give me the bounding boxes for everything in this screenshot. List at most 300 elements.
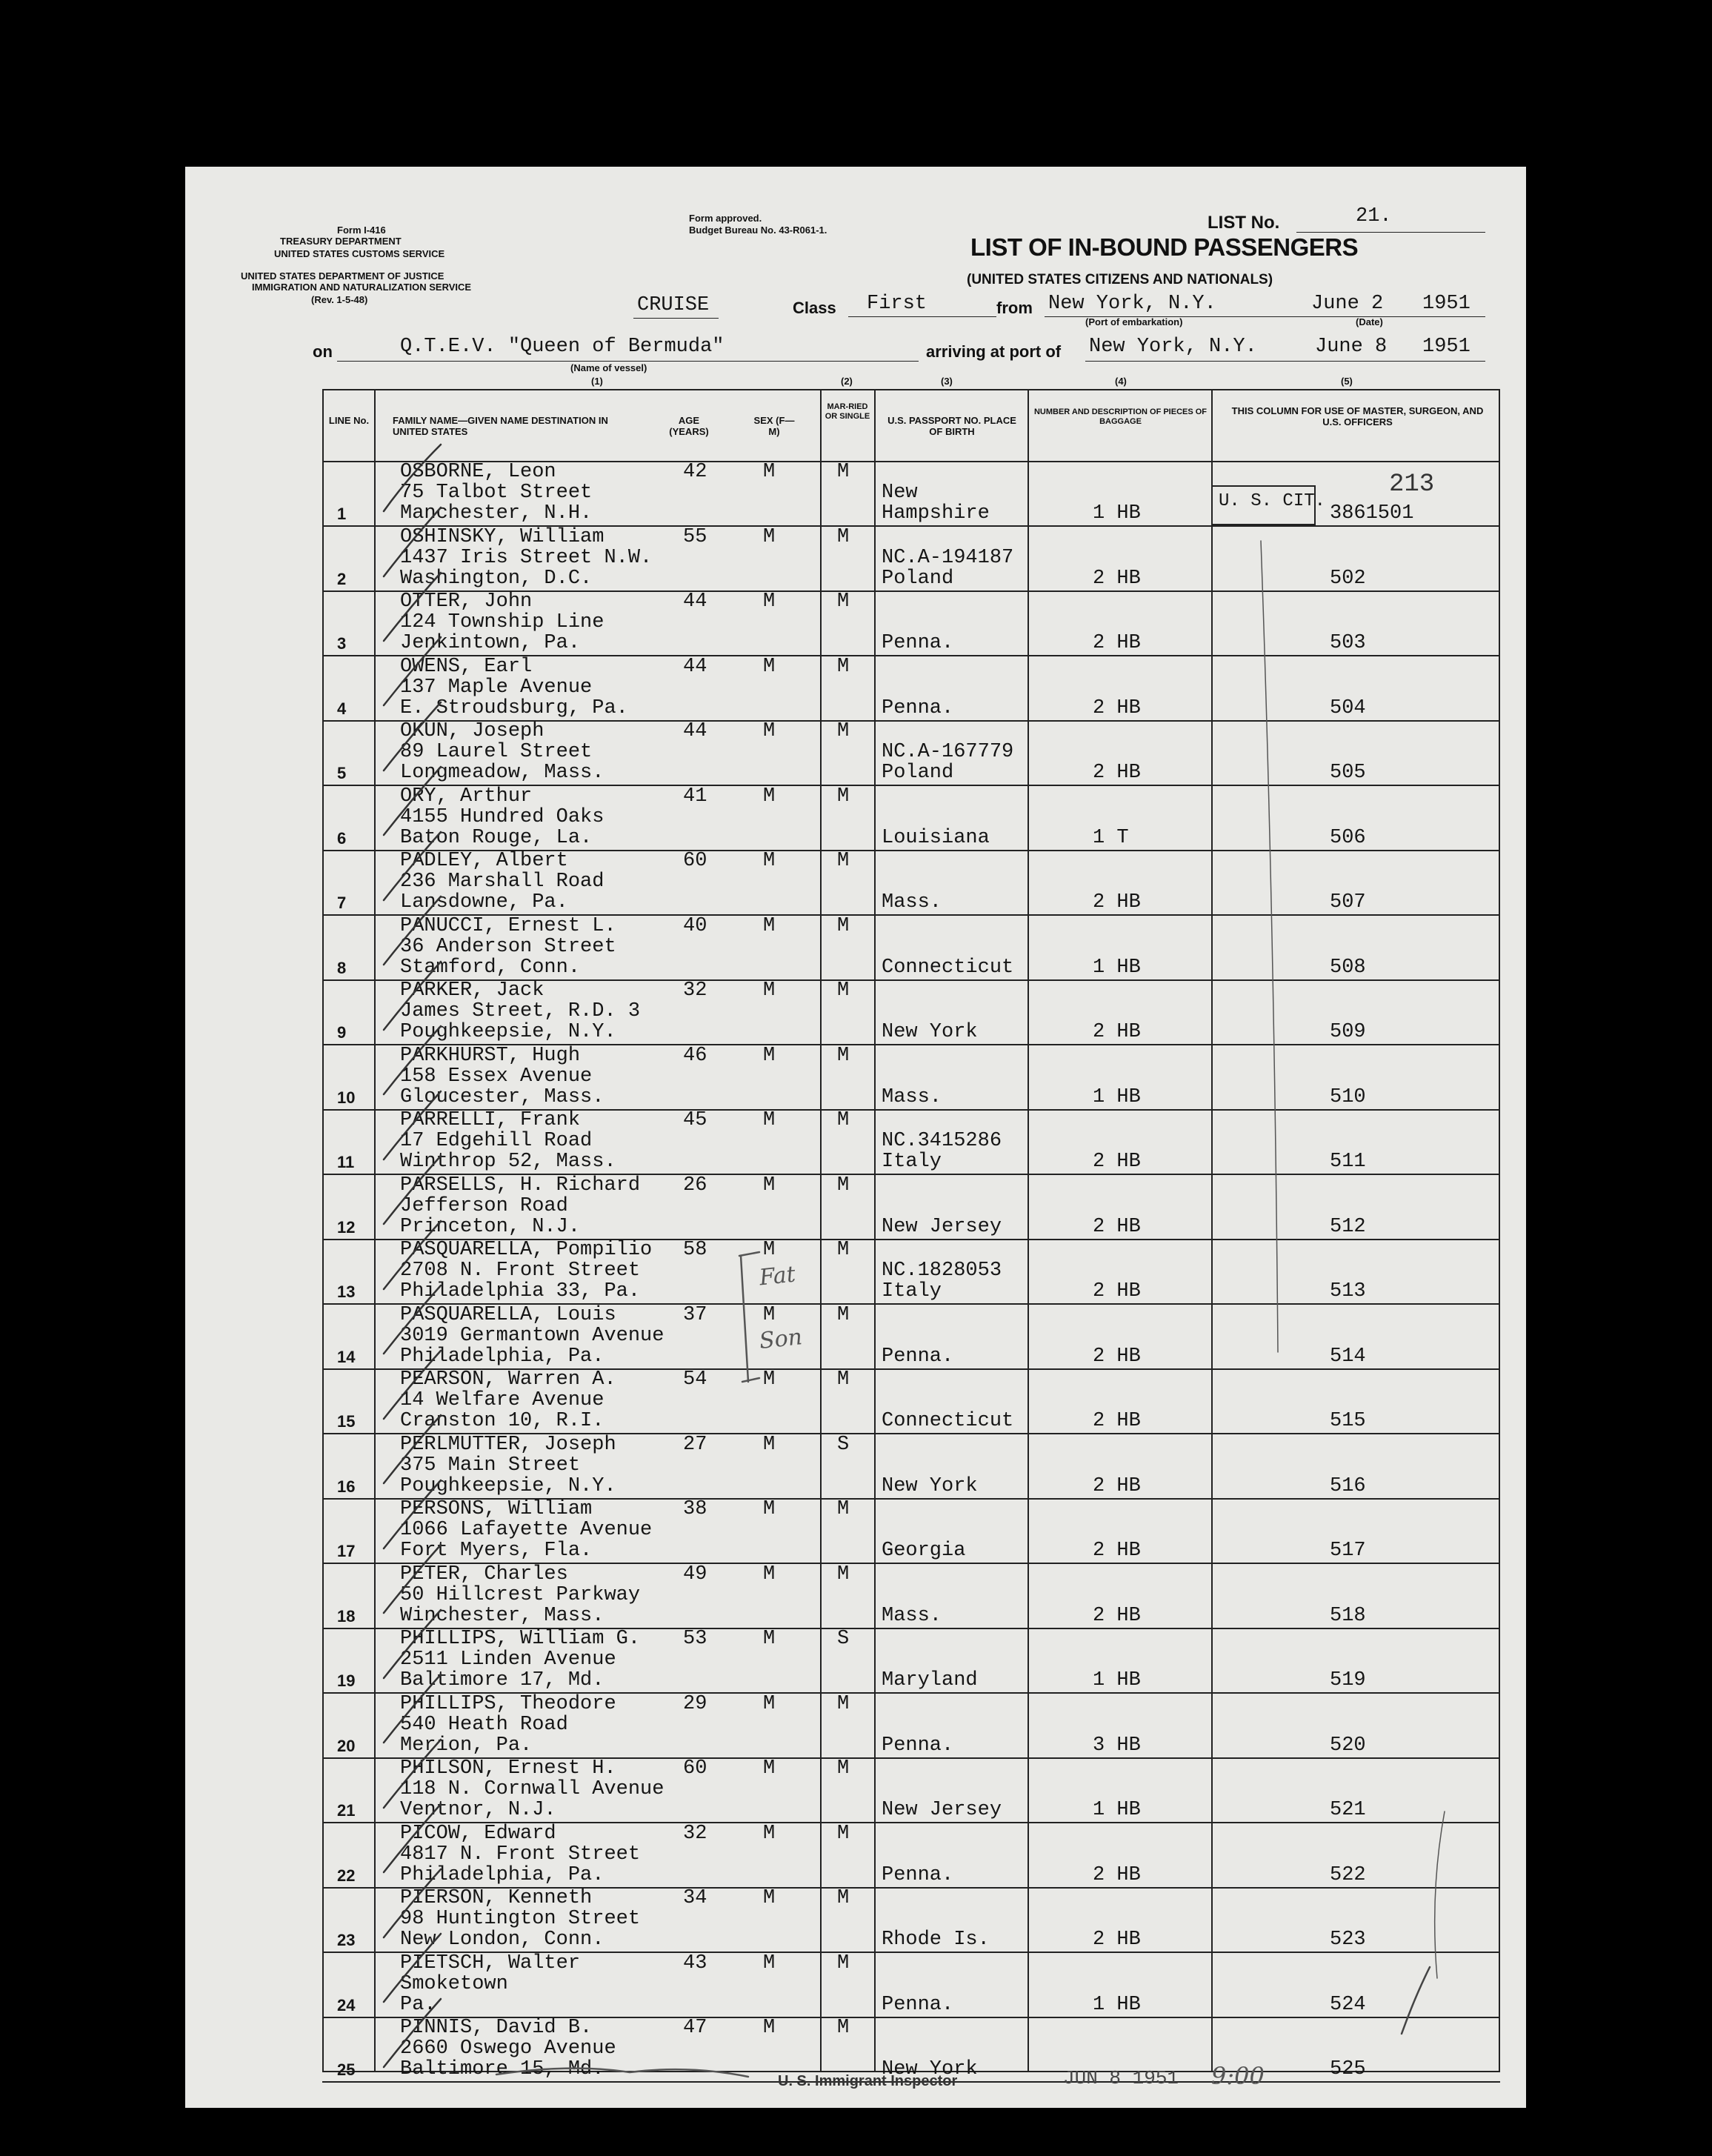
marital-status: M: [837, 914, 850, 937]
age: 41: [683, 785, 707, 808]
age: 37: [683, 1303, 707, 1326]
place-of-birth: Mass.: [882, 891, 942, 914]
place-of-birth: Penna.: [882, 1993, 954, 2016]
street-address: 1066 Lafayette Avenue: [400, 1519, 653, 1541]
passenger-name: PADLEY, Albert: [400, 850, 568, 872]
baggage: 2 HB: [1093, 696, 1141, 719]
baggage: 3 HB: [1093, 1734, 1141, 1757]
table-row: [185, 1434, 1526, 1499]
officer-number: 522: [1330, 1863, 1366, 1886]
officer-number: 519: [1330, 1669, 1366, 1691]
line-number: 17: [337, 1542, 356, 1560]
passenger-name: PHILLIPS, Theodore: [400, 1692, 616, 1715]
passenger-name: PANUCCI, Ernest L.: [400, 914, 616, 937]
place-of-birth: Hampshire: [882, 502, 990, 525]
date-label: (Date): [1356, 316, 1383, 327]
baggage: 2 HB: [1093, 1863, 1141, 1886]
from-year: 1951: [1422, 293, 1470, 315]
passport-number: NC.A-194187: [882, 546, 1014, 569]
officer-number: 516: [1330, 1474, 1366, 1497]
age: 26: [683, 1174, 707, 1197]
street-address: 3019 Germantown Avenue: [400, 1324, 665, 1347]
age: 54: [683, 1368, 707, 1391]
baggage: 2 HB: [1093, 891, 1141, 914]
marital-status: S: [837, 1628, 850, 1650]
baggage: 2 HB: [1093, 1929, 1141, 1951]
baggage: 2 HB: [1093, 1604, 1141, 1627]
class-value: First: [867, 293, 927, 315]
passenger-name: OSHINSKY, William: [400, 525, 604, 548]
age: 60: [683, 850, 707, 872]
marital-status: M: [837, 1303, 850, 1326]
passenger-name: PIETSCH, Walter: [400, 1952, 581, 1974]
place-of-birth: New York: [882, 1474, 978, 1497]
officer-number: 525: [1330, 2058, 1366, 2080]
officer-number: 524: [1330, 1993, 1366, 2016]
marital-status: M: [837, 1498, 850, 1520]
place-of-birth: Penna.: [882, 1345, 954, 1368]
passenger-name: PARKHURST, Hugh: [400, 1044, 581, 1067]
sex: M: [763, 590, 776, 613]
place-of-birth: Connecticut: [882, 956, 1014, 979]
place-of-birth: Poland: [882, 762, 954, 784]
header-sex: SEX (F—M): [753, 415, 795, 437]
header-name: FAMILY NAME—GIVEN NAME DESTINATION IN UNITED STATES: [393, 415, 608, 437]
baggage: 2 HB: [1093, 1021, 1141, 1043]
line-number: 24: [337, 1995, 356, 2014]
line-number: 1: [337, 505, 347, 523]
city-state: Washington, D.C.: [400, 567, 593, 590]
sex: M: [763, 720, 776, 742]
line-number: 15: [337, 1412, 356, 1431]
city-state: Longmeadow, Mass.: [400, 762, 604, 784]
age: 46: [683, 1044, 707, 1067]
city-state: Poughkeepsie, N.Y.: [400, 1474, 616, 1497]
baggage: 1 HB: [1093, 502, 1141, 525]
city-state: Lansdowne, Pa.: [400, 891, 568, 914]
baggage: 2 HB: [1093, 1474, 1141, 1497]
marital-status: M: [837, 785, 850, 808]
marital-status: M: [837, 1044, 850, 1067]
city-state: Jenkintown, Pa.: [400, 632, 581, 654]
place-of-birth: Italy: [882, 1151, 942, 1173]
place-of-birth: Georgia: [882, 1540, 966, 1562]
age: 49: [683, 1563, 707, 1586]
street-address: Smoketown: [400, 1972, 508, 1995]
table-row: [185, 1694, 1526, 1758]
passenger-name: PHILSON, Ernest H.: [400, 1757, 616, 1780]
sex: M: [763, 1563, 776, 1586]
city-state: Philadelphia, Pa.: [400, 1345, 604, 1368]
line-number: 14: [337, 1347, 356, 1366]
line-number: 11: [337, 1153, 355, 1171]
city-state: Manchester, N.H.: [400, 502, 593, 525]
from-date: June 2: [1311, 293, 1384, 315]
table-row: [185, 2017, 1526, 2082]
place-of-birth: Mass.: [882, 1085, 942, 1108]
passenger-name: ORY, Arthur: [400, 785, 533, 808]
age: 60: [683, 1757, 707, 1780]
handwritten-note-fat: Fat: [758, 1261, 797, 1291]
age: 58: [683, 1239, 707, 1261]
officer-number: 507: [1330, 891, 1366, 914]
officer-number: 511: [1330, 1151, 1366, 1173]
street-address: 1437 Iris Street N.W.: [400, 546, 653, 569]
sex: M: [763, 979, 776, 1002]
passenger-name: PINNIS, David B.: [400, 2017, 593, 2039]
table-row: [185, 527, 1526, 591]
passenger-name: PERLMUTTER, Joseph: [400, 1433, 616, 1456]
table-row: [185, 1240, 1526, 1304]
header-passport: U.S. PASSPORT NO. PLACE OF BIRTH: [887, 415, 1016, 437]
vessel-name: Q.T.E.V. "Queen of Bermuda": [400, 336, 725, 358]
place-of-birth: Connecticut: [882, 1410, 1014, 1432]
passenger-name: PASQUARELLA, Pompilio: [400, 1239, 653, 1261]
passenger-name: PARKER, Jack: [400, 979, 544, 1002]
place-of-birth: Maryland: [882, 1669, 978, 1691]
sex: M: [763, 1498, 776, 1520]
sex: M: [763, 525, 776, 548]
street-address: 4817 N. Front Street: [400, 1843, 641, 1866]
baggage: 2 HB: [1093, 1540, 1141, 1562]
line-number: 3: [337, 634, 347, 653]
age: 34: [683, 1887, 707, 1909]
header-age: AGE (YEARS): [669, 415, 709, 437]
marital-status: M: [837, 1368, 850, 1391]
city-state: Baton Rouge, La.: [400, 826, 593, 849]
street-address: Jefferson Road: [400, 1194, 568, 1217]
street-address: 17 Edgehill Road: [400, 1130, 593, 1152]
col-num-2: (2): [841, 376, 853, 387]
place-of-birth: Italy: [882, 1280, 942, 1302]
city-state: Fort Myers, Fla.: [400, 1540, 593, 1562]
passenger-name: PEARSON, Warren A.: [400, 1368, 616, 1391]
city-state: Baltimore 17, Md.: [400, 1669, 604, 1691]
col-num-4: (4): [1115, 376, 1127, 387]
street-address: 75 Talbot Street: [400, 482, 593, 504]
passenger-name: PARRELLI, Frank: [400, 1109, 581, 1131]
place-of-birth: New York: [882, 1021, 978, 1043]
port-embarkation-label: (Port of embarkation): [1085, 316, 1183, 327]
passport-number: NC.3415286: [882, 1130, 1002, 1152]
city-state: Ventnor, N.J.: [400, 1799, 556, 1821]
officer-number: 502: [1330, 567, 1366, 590]
line-number: 9: [337, 1023, 347, 1042]
city-state: Pa.: [400, 1993, 436, 2016]
passenger-name: PERSONS, William: [400, 1498, 593, 1520]
col-num-1: (1): [591, 376, 603, 387]
city-state: Princeton, N.J.: [400, 1215, 581, 1238]
line-number: 21: [337, 1801, 356, 1820]
street-address: 540 Heath Road: [400, 1713, 568, 1736]
age: 44: [683, 590, 707, 613]
officer-number: 506: [1330, 826, 1366, 849]
officer-number: 503: [1330, 632, 1366, 654]
arrive-port: New York, N.Y.: [1089, 336, 1257, 358]
baggage: 1 HB: [1093, 1993, 1141, 2016]
line-number: 13: [337, 1282, 356, 1301]
passenger-name: OWENS, Earl: [400, 655, 533, 678]
marital-status: S: [837, 1433, 850, 1456]
table-row: [185, 1305, 1526, 1369]
line-number: 6: [337, 828, 347, 848]
line-number: 12: [337, 1217, 356, 1237]
street-address: 89 Laurel Street: [400, 741, 593, 763]
inspector-label: U. S. Immigrant Inspector: [778, 2073, 958, 2089]
justice-dept: UNITED STATES DEPARTMENT OF JUSTICE: [241, 270, 444, 282]
sex: M: [763, 1757, 776, 1780]
marital-status: M: [837, 590, 850, 613]
sex: M: [763, 1368, 776, 1391]
sex: M: [763, 785, 776, 808]
city-state: E. Stroudsburg, Pa.: [400, 696, 628, 719]
marital-status: M: [837, 1109, 850, 1131]
line-number: 20: [337, 1736, 356, 1755]
city-state: Poughkeepsie, N.Y.: [400, 1021, 616, 1043]
passenger-list-form: [185, 167, 1526, 2108]
treasury-dept: TREASURY DEPARTMENT: [280, 236, 402, 247]
baggage: 1 HB: [1093, 1669, 1141, 1691]
line-number: 5: [337, 764, 347, 782]
passenger-name: PIERSON, Kenneth: [400, 1887, 593, 1909]
street-address: 236 Marshall Road: [400, 871, 604, 893]
line-number: 10: [337, 1088, 356, 1107]
officer-number: 508: [1330, 956, 1366, 979]
line-number: 18: [337, 1606, 356, 1626]
place-of-birth: New Jersey: [882, 1215, 1002, 1238]
city-state: Gloucester, Mass.: [400, 1085, 604, 1108]
passenger-name: PHILLIPS, William G.: [400, 1628, 641, 1650]
passport-number: NC.1828053: [882, 1260, 1002, 1282]
marital-status: M: [837, 655, 850, 678]
passenger-name: PETER, Charles: [400, 1563, 568, 1586]
baggage: 2 HB: [1093, 632, 1141, 654]
col-num-5: (5): [1341, 376, 1353, 387]
sex: M: [763, 1692, 776, 1715]
age: 32: [683, 979, 707, 1002]
table-row: [185, 1823, 1526, 1888]
header-married: MAR-RIED OR SINGLE: [825, 402, 870, 421]
baggage: 2 HB: [1093, 1345, 1141, 1368]
baggage: 2 HB: [1093, 762, 1141, 784]
passenger-name: PICOW, Edward: [400, 1822, 556, 1845]
passport-number: NC.A-167779: [882, 741, 1014, 763]
place-of-birth: Penna.: [882, 1863, 954, 1886]
arrive-year: 1951: [1422, 336, 1470, 358]
street-address: James Street, R.D. 3: [400, 1000, 641, 1022]
budget-bureau: Budget Bureau No. 43-R061-1.: [689, 224, 827, 236]
city-state: Merion, Pa.: [400, 1734, 533, 1757]
age: 42: [683, 461, 707, 483]
officer-number: 504: [1330, 696, 1366, 719]
sex: M: [763, 1887, 776, 1909]
officer-number: 513: [1330, 1280, 1366, 1302]
marital-status: M: [837, 720, 850, 742]
table-row: [185, 1628, 1526, 1693]
form-subtitle: (UNITED STATES CITIZENS AND NATIONALS): [967, 272, 1273, 287]
passenger-name: PASQUARELLA, Louis: [400, 1303, 616, 1326]
place-of-birth: New York: [882, 2058, 978, 2080]
table-row: [185, 1758, 1526, 1823]
marital-status: M: [837, 1563, 850, 1586]
table-row: [185, 1564, 1526, 1628]
officer-number: 518: [1330, 1604, 1366, 1627]
street-address: 2511 Linden Avenue: [400, 1648, 616, 1671]
street-address: 36 Anderson Street: [400, 935, 616, 958]
customs-service: UNITED STATES CUSTOMS SERVICE: [274, 248, 445, 259]
line-number: 25: [337, 2060, 356, 2079]
place-of-birth: Poland: [882, 567, 954, 590]
baggage: 2 HB: [1093, 1410, 1141, 1432]
officer-number: 517: [1330, 1540, 1366, 1562]
officer-number: 523: [1330, 1929, 1366, 1951]
place-of-birth: Louisiana: [882, 826, 990, 849]
street-address: 158 Essex Avenue: [400, 1065, 593, 1088]
table-row: [185, 851, 1526, 915]
city-state: Philadelphia 33, Pa.: [400, 1280, 641, 1302]
table-row: [185, 1110, 1526, 1174]
street-address: 4155 Hundred Oaks: [400, 805, 604, 828]
place-of-birth: Penna.: [882, 632, 954, 654]
on-label: on: [313, 342, 333, 361]
cruise-label: CRUISE: [637, 294, 710, 316]
street-address: 375 Main Street: [400, 1454, 581, 1477]
handwritten-note-son: Son: [758, 1324, 804, 1354]
street-address: 118 N. Cornwall Avenue: [400, 1778, 665, 1800]
sex: M: [763, 914, 776, 937]
street-address: 50 Hillcrest Parkway: [400, 1583, 641, 1606]
age: 27: [683, 1433, 707, 1456]
from-label: from: [996, 299, 1033, 317]
table-row: [185, 656, 1526, 721]
street-address: 14 Welfare Avenue: [400, 1389, 604, 1411]
place-of-birth: Penna.: [882, 1734, 954, 1757]
sex: M: [763, 1952, 776, 1974]
class-label: Class: [793, 299, 836, 317]
passenger-name: PARSELLS, H. Richard: [400, 1174, 641, 1197]
place-of-birth: New Jersey: [882, 1799, 1002, 1821]
baggage: 2 HB: [1093, 1151, 1141, 1173]
officer-number: 515: [1330, 1410, 1366, 1432]
street-address: 2708 N. Front Street: [400, 1260, 641, 1282]
officer-number: 509: [1330, 1021, 1366, 1043]
line-number: 19: [337, 1671, 356, 1690]
city-state: New London, Conn.: [400, 1929, 604, 1951]
inspector-date-stamp: JUN 8 1951: [1063, 2067, 1179, 2089]
header-baggage: NUMBER AND DESCRIPTION OF PIECES OF BAGGAGE: [1033, 407, 1208, 426]
baggage: 1 T: [1093, 826, 1129, 849]
stamp-text: U. S. CIT.: [1219, 491, 1326, 511]
table-row: [185, 786, 1526, 851]
line-number: 16: [337, 1477, 356, 1496]
city-state: Winchester, Mass.: [400, 1604, 604, 1627]
header-line-no: LINE No.: [328, 415, 370, 426]
marital-status: M: [837, 1174, 850, 1197]
stamp-number: 213: [1389, 470, 1435, 499]
ins-service: IMMIGRATION AND NATURALIZATION SERVICE: [252, 282, 472, 293]
sex: M: [763, 1174, 776, 1197]
baggage: 1 HB: [1093, 956, 1141, 979]
marital-status: M: [837, 979, 850, 1002]
city-state: Stamford, Conn.: [400, 956, 581, 979]
city-state: Baltimore 15, Md.: [400, 2058, 604, 2080]
marital-status: M: [837, 525, 850, 548]
age: 44: [683, 655, 707, 678]
officer-number: 514: [1330, 1345, 1366, 1368]
table-row: [185, 1175, 1526, 1240]
baggage: 2 HB: [1093, 567, 1141, 590]
passenger-name: OTTER, John: [400, 590, 533, 613]
sex: M: [763, 1109, 776, 1131]
list-no-label: LIST No.: [1208, 213, 1280, 233]
sex: M: [763, 1628, 776, 1650]
age: 32: [683, 1822, 707, 1845]
vessel-label: (Name of vessel): [570, 362, 647, 373]
street-address: 124 Township Line: [400, 611, 604, 633]
table-row: [185, 980, 1526, 1045]
col-num-3: (3): [941, 376, 953, 387]
form-approved: Form approved.: [689, 213, 762, 224]
age: 29: [683, 1692, 707, 1715]
age: 43: [683, 1952, 707, 1974]
baggage: 1 HB: [1093, 1799, 1141, 1821]
sex: M: [763, 1433, 776, 1456]
line-number: 7: [337, 894, 347, 912]
list-no-value: 21.: [1356, 205, 1392, 227]
table-row: [185, 1369, 1526, 1434]
marital-status: M: [837, 1757, 850, 1780]
from-port: New York, N.Y.: [1048, 293, 1216, 315]
table-row: [185, 1888, 1526, 1952]
table-row: [185, 721, 1526, 785]
line-number: 23: [337, 1931, 356, 1949]
form-title: LIST OF IN-BOUND PASSENGERS: [970, 233, 1359, 261]
sex: M: [763, 2017, 776, 2039]
city-state: Cranston 10, R.I.: [400, 1410, 604, 1432]
baggage: 2 HB: [1093, 1280, 1141, 1302]
marital-status: M: [837, 1887, 850, 1909]
sex: M: [763, 655, 776, 678]
officer-number: 520: [1330, 1734, 1366, 1757]
arriving-label: arriving at port of: [926, 342, 1062, 361]
table-row: [185, 916, 1526, 980]
passenger-name: OSBORNE, Leon: [400, 461, 556, 483]
place-of-birth: Mass.: [882, 1604, 942, 1627]
age: 40: [683, 914, 707, 937]
age: 53: [683, 1628, 707, 1650]
marital-status: M: [837, 2017, 850, 2039]
age: 44: [683, 720, 707, 742]
officer-number: 512: [1330, 1215, 1366, 1238]
marital-status: M: [837, 1692, 850, 1715]
marital-status: M: [837, 461, 850, 483]
sex: M: [763, 850, 776, 872]
sex: M: [763, 461, 776, 483]
inspector-initials: 9:00: [1211, 2062, 1265, 2090]
sex: M: [763, 1239, 776, 1261]
street-address: 137 Maple Avenue: [400, 676, 593, 699]
city-state: Winthrop 52, Mass.: [400, 1151, 616, 1173]
line-number: 22: [337, 1866, 356, 1885]
line-number: 8: [337, 958, 347, 977]
form-number: Form I-416: [337, 224, 386, 236]
marital-status: M: [837, 1239, 850, 1261]
officer-number: 510: [1330, 1085, 1366, 1108]
age: 38: [683, 1498, 707, 1520]
header-officers: THIS COLUMN FOR USE OF MASTER, SURGEON, AND U.S. OFFICERS: [1231, 405, 1484, 427]
marital-status: M: [837, 850, 850, 872]
street-address: 98 Huntington Street: [400, 1908, 641, 1930]
